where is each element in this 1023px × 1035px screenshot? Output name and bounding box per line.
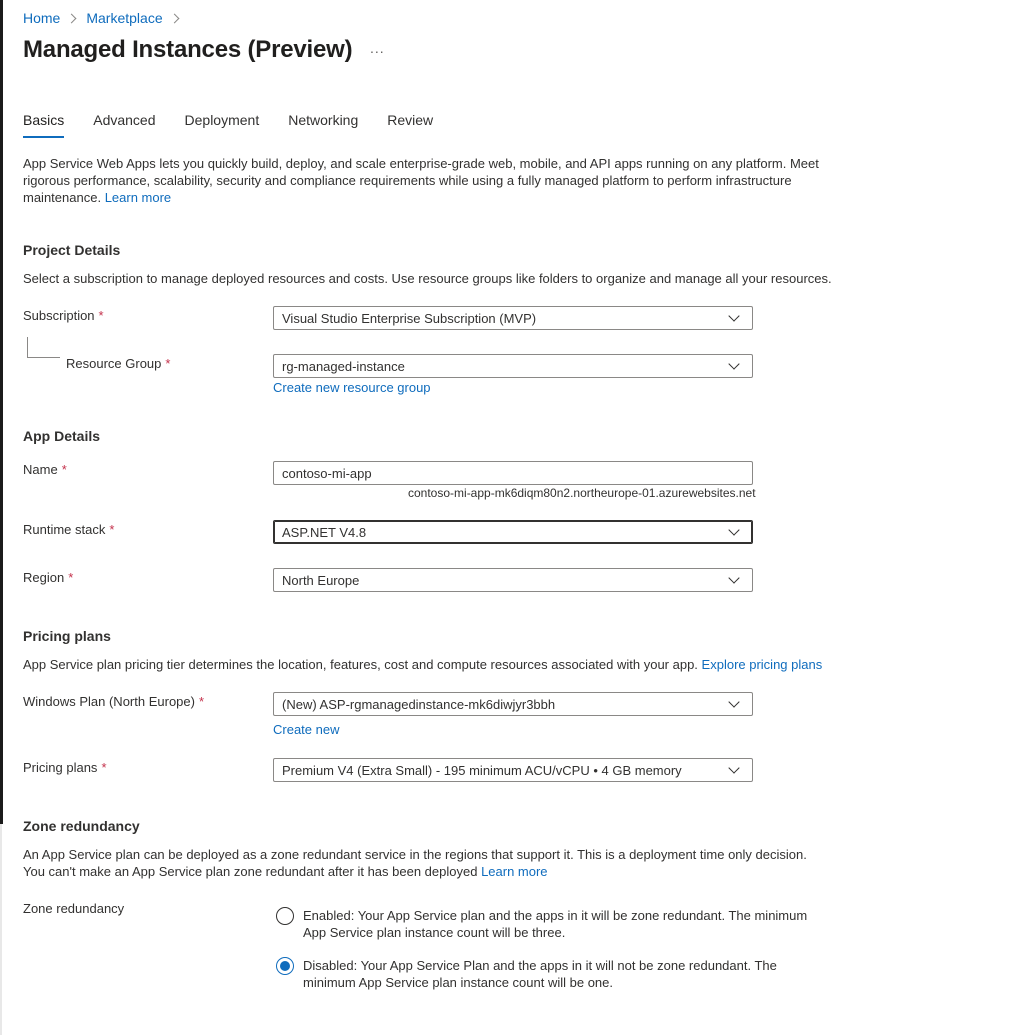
runtime-stack-label	[23, 522, 114, 537]
tab-bar	[23, 112, 462, 136]
name-value: contoso-mi-app	[282, 465, 372, 481]
zone-redundancy-label: Zone redundancy	[23, 901, 125, 916]
app-details-heading: App Details	[23, 428, 101, 444]
name-label-text: Name	[23, 462, 58, 477]
pricing-plans-dropdown[interactable]	[273, 758, 753, 782]
project-details-heading: Project Details	[23, 242, 121, 258]
breadcrumb	[23, 10, 189, 26]
name-label	[23, 462, 67, 477]
windows-plan-label	[23, 694, 204, 709]
required-marker: *	[101, 760, 107, 775]
page-title: Managed Instances (Preview)	[23, 36, 353, 63]
region-label	[23, 570, 73, 585]
zone-redundancy-heading: Zone redundancy	[23, 818, 140, 834]
tree-connector	[27, 337, 60, 358]
tab-review[interactable]: Review	[387, 112, 434, 128]
runtime-stack-value: ASP.NET V4.8	[282, 524, 367, 540]
resource-group-dropdown[interactable]	[273, 354, 753, 378]
name-input[interactable]	[273, 461, 753, 485]
required-marker: *	[98, 308, 104, 323]
region-label-text: Region	[23, 570, 65, 585]
name-hint: contoso-mi-app-mk6diqm80n2.northeurope-01.azurewebsites.net	[408, 486, 756, 500]
resource-group-label-text: Resource Group	[66, 356, 162, 371]
subscription-value: Visual Studio Enterprise Subscription (MVP)	[282, 310, 537, 326]
left-edge-bar	[0, 0, 3, 824]
required-marker: *	[109, 522, 115, 537]
project-details-description: Select a subscription to manage deployed resources and costs. Use resource groups like folders to organize and manage all your resources.	[23, 271, 832, 286]
chevron-right-icon	[169, 13, 179, 23]
chevron-right-icon	[67, 13, 77, 23]
chevron-down-icon	[728, 310, 739, 321]
region-dropdown[interactable]	[273, 568, 753, 592]
resource-group-value: rg-managed-instance	[282, 358, 405, 374]
runtime-stack-label-text: Runtime stack	[23, 522, 106, 537]
create-new-plan-link[interactable]: Create new	[273, 722, 340, 737]
chevron-down-icon	[728, 762, 739, 773]
required-marker: *	[198, 694, 205, 709]
tab-deployment[interactable]: Deployment	[184, 112, 260, 128]
create-new-resource-group-link[interactable]: Create new resource group	[273, 380, 431, 395]
required-marker: *	[68, 570, 74, 585]
pricing-plans-value: Premium V4 (Extra Small) - 195 minimum ACU/vCPU • 4 GB memory	[282, 762, 682, 778]
pricing-description-text: App Service plan pricing tier determines the location, features, cost and compute resources associated with your app.	[23, 657, 698, 672]
explore-pricing-plans-link[interactable]: Explore pricing plans	[701, 657, 823, 672]
required-marker: *	[165, 356, 171, 371]
required-marker: *	[61, 462, 67, 477]
zone-redundancy-description	[23, 846, 823, 880]
windows-plan-label-text: Windows Plan (North Europe)	[23, 694, 195, 709]
tab-networking[interactable]: Networking	[288, 112, 359, 128]
zone-description-text: An App Service plan can be deployed as a zone redundant service in the regions that support it. This is a deployment time only decision. You can't make an App Service plan zone redundant after it has been deployed	[23, 847, 807, 879]
intro-description: App Service Web Apps lets you quickly build, deploy, and scale enterprise-grade web, mobile, and API apps running on any platform. Meet rigorous performance, scalability, security and compliance requirements while using a fully managed platform to perform infrastructure maintenance.	[23, 156, 819, 205]
breadcrumb-marketplace[interactable]: Marketplace	[86, 10, 163, 26]
tab-advanced[interactable]: Advanced	[93, 112, 156, 128]
chevron-down-icon	[728, 696, 739, 707]
more-options-icon[interactable]: ...	[370, 40, 385, 56]
chevron-down-icon	[728, 524, 739, 535]
zone-enabled-text: Enabled: Your App Service plan and the apps in it will be zone redundant. The minimum App Service plan instance count will be three.	[303, 908, 808, 940]
region-value: North Europe	[282, 572, 360, 588]
zone-enabled-option[interactable]	[276, 907, 816, 941]
tab-basics[interactable]: Basics	[23, 112, 64, 136]
subscription-dropdown[interactable]	[273, 306, 753, 330]
left-edge-bar-tail	[0, 824, 2, 1035]
chevron-down-icon	[728, 358, 739, 369]
pricing-plans-label	[23, 760, 107, 775]
resource-group-label	[66, 356, 170, 371]
intro-learn-more-link[interactable]: Learn more	[104, 190, 172, 205]
windows-plan-value: (New) ASP-rgmanagedinstance-mk6diwjyr3bbh	[282, 696, 556, 712]
intro-text	[23, 155, 833, 206]
zone-disabled-text: Disabled: Your App Service Plan and the apps in it will not be zone redundant. The minimum App Service plan instance count will be one.	[303, 958, 777, 990]
subscription-label	[23, 308, 104, 323]
chevron-down-icon	[728, 572, 739, 583]
runtime-stack-dropdown[interactable]	[273, 520, 753, 544]
windows-plan-dropdown[interactable]	[273, 692, 753, 716]
zone-disabled-radio[interactable]	[276, 957, 294, 975]
zone-learn-more-link[interactable]: Learn more	[481, 864, 548, 879]
subscription-label-text: Subscription	[23, 308, 95, 323]
breadcrumb-home[interactable]: Home	[23, 10, 61, 26]
pricing-plans-label-text: Pricing plans	[23, 760, 98, 775]
zone-enabled-radio[interactable]	[276, 907, 294, 925]
pricing-description	[23, 656, 853, 673]
zone-disabled-option[interactable]	[276, 957, 816, 991]
pricing-plans-heading: Pricing plans	[23, 628, 111, 644]
